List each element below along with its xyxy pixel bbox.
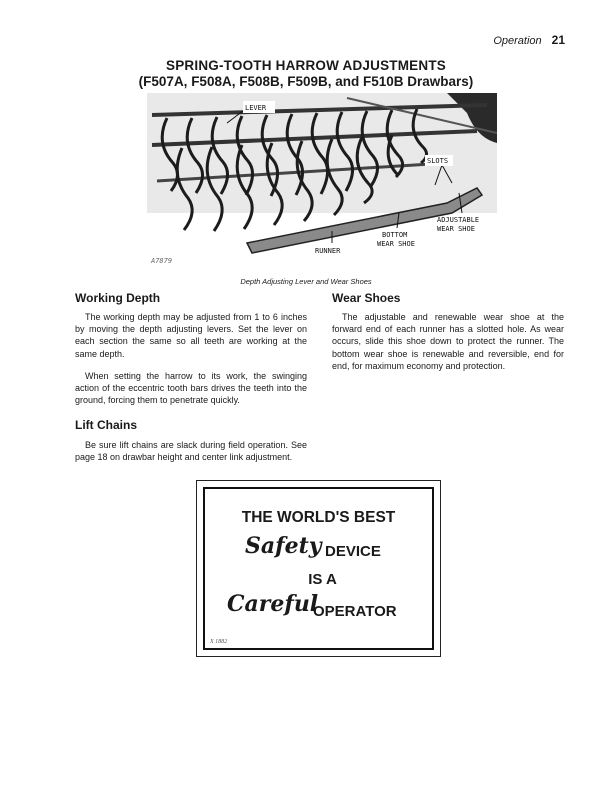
callout-runner: RUNNER: [315, 247, 341, 255]
poster-operator: OPERATOR: [313, 603, 397, 620]
callout-adjustable-1: ADJUSTABLE: [437, 216, 480, 224]
harrow-photo: [147, 93, 497, 268]
lift-chains-section: [75, 418, 307, 463]
working-depth-para-1: The working depth may be adjusted from 1 to 6 inches by moving the depth adjusting levers. Set the lever on each section the same so all teeth are working at the same depth.: [75, 312, 307, 359]
figure-code: A7879: [151, 257, 173, 265]
wear-shoes-section: [332, 291, 564, 372]
page-title: SPRING-TOOTH HARROW ADJUSTMENTS: [166, 58, 446, 73]
section-name: Operation: [493, 35, 542, 47]
safety-poster: [196, 480, 441, 657]
running-head: [493, 33, 565, 47]
poster-line-3: IS A: [308, 571, 337, 588]
page-number: 21: [551, 33, 565, 47]
callout-lever: LEVER: [245, 104, 267, 112]
working-depth-para-2: When setting the harrow to its work, the swinging action of the eccentric tooth bars drives the teeth into the ground, forcing them to penetrate quickly.: [75, 370, 307, 406]
callout-bottom-2: WEAR SHOE: [377, 240, 415, 248]
page-subtitle: (F507A, F508A, F508B, F509B, and F510B Drawbars): [138, 74, 474, 89]
safety-poster-frame: [203, 487, 434, 650]
poster-script-careful: Careful: [227, 591, 319, 617]
wear-shoes-heading: Wear Shoes: [332, 291, 401, 305]
callout-bottom-1: BOTTOM: [382, 231, 408, 239]
working-depth-section: [75, 291, 307, 406]
working-depth-heading: Working Depth: [75, 291, 161, 305]
poster-script-safety: Safety: [245, 533, 322, 559]
poster-device: DEVICE: [325, 543, 381, 560]
lift-chains-para: Be sure lift chains are slack during field operation. See page 18 on drawbar height and center link adjustment.: [75, 440, 307, 463]
callout-adjustable-2: WEAR SHOE: [437, 225, 475, 233]
callout-slots: SLOTS: [427, 157, 449, 165]
figure-caption: Depth Adjusting Lever and Wear Shoes: [240, 277, 372, 286]
wear-shoes-para: The adjustable and renewable wear shoe at the forward end of each runner has a slotted hole. As wear occurs, slide this shoe down to protect the runner. The bottom wear shoe is renewable and reversible, end for end, for maximum economy and protection.: [332, 312, 564, 371]
poster-code: X 1882: [210, 639, 228, 645]
poster-line-1: THE WORLD'S BEST: [241, 509, 396, 526]
lift-chains-heading: Lift Chains: [75, 418, 137, 432]
